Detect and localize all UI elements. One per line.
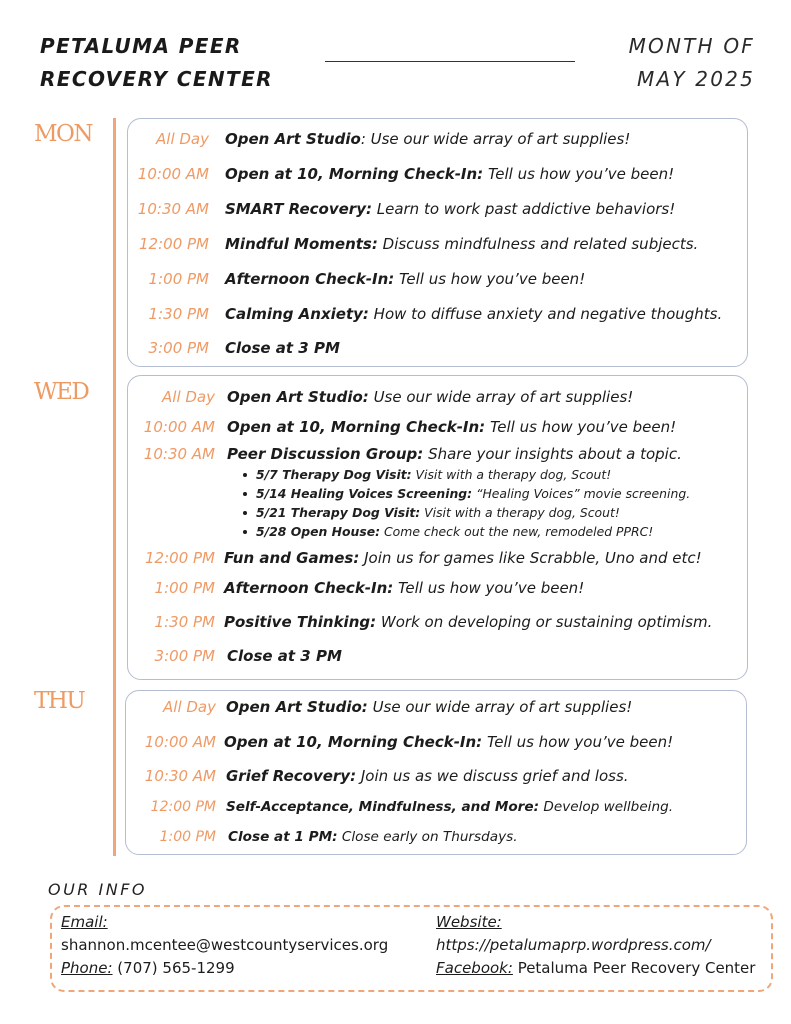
month-line2: MAY 2025: [636, 67, 755, 91]
email-label: Email:: [61, 913, 108, 931]
schedule-box-mon: [127, 118, 748, 367]
event-time: 1:00 PM: [159, 829, 216, 845]
event-time: 10:00 AM: [143, 418, 215, 436]
event-text: [227, 387, 633, 407]
info-box: [50, 905, 773, 992]
list-item: [241, 503, 690, 522]
facebook-label: Facebook:: [436, 959, 513, 977]
event-text: [225, 234, 698, 254]
website-line: [436, 912, 502, 932]
event-time: 10:30 AM: [144, 767, 216, 785]
event-desc: How to diffuse anxiety and negative thoughts.: [368, 305, 723, 323]
event-desc: Develop wellbeing.: [539, 799, 674, 815]
event-text: [224, 732, 673, 752]
event-time: 12:00 PM: [139, 235, 209, 253]
month-label: [629, 30, 755, 96]
event-title: Open at 10, Morning Check-In:: [227, 418, 486, 436]
subitem-title: 5/14 Healing Voices Screening:: [256, 486, 473, 501]
event-time: All Day: [163, 698, 216, 716]
event-text: [225, 269, 585, 289]
event-text: [226, 766, 629, 786]
subitem-desc: Visit with a therapy dog, Scout!: [411, 467, 612, 482]
event-text: [224, 612, 712, 632]
event-text: [225, 164, 674, 184]
subitem-desc: “Healing Voices” movie screening.: [472, 486, 691, 501]
email-value[interactable]: shannon.mcentee@westcountyservices.org: [61, 936, 389, 954]
day-label-thu: THU: [34, 688, 85, 714]
event-desc: Discuss mindfulness and related subjects.: [377, 235, 699, 253]
event-title: Open Art Studio:: [226, 698, 368, 716]
event-desc: : Use our wide array of art supplies!: [360, 130, 631, 148]
event-desc: Join us for games like Scrabble, Uno and etc!: [359, 549, 702, 567]
event-title: Close at 3 PM: [225, 339, 340, 357]
org-title-line1: PETALUMA PEER: [40, 34, 242, 58]
event-text: [227, 417, 676, 437]
event-title: Grief Recovery:: [226, 767, 357, 785]
event-title: Calming Anxiety:: [225, 305, 369, 323]
schedule-box-thu: [125, 690, 747, 855]
event-text: [225, 304, 722, 324]
event-time: 10:30 AM: [137, 200, 209, 218]
event-time: All Day: [162, 388, 215, 406]
event-desc: Tell us how you’ve been!: [393, 579, 585, 597]
subitem-desc: Visit with a therapy dog, Scout!: [420, 505, 620, 520]
event-time: 1:30 PM: [154, 613, 215, 631]
event-text: [226, 697, 632, 717]
event-desc: Tell us how you’ve been!: [483, 165, 675, 183]
event-title: Afternoon Check-In:: [225, 270, 395, 288]
facebook-value[interactable]: Petaluma Peer Recovery Center: [512, 959, 756, 977]
event-text: [227, 444, 682, 464]
event-title: Close at 3 PM: [227, 647, 342, 665]
event-desc: Learn to work past addictive behaviors!: [371, 200, 676, 218]
info-title: OUR INFO: [48, 880, 147, 899]
day-label-mon: MON: [34, 121, 93, 147]
facebook-line: [436, 958, 755, 978]
schedule-box-wed: [127, 375, 748, 680]
event-time: 3:00 PM: [148, 339, 209, 357]
list-item: [241, 484, 690, 503]
event-title: Self-Acceptance, Mindfulness, and More:: [226, 799, 540, 815]
event-time: 1:00 PM: [148, 270, 209, 288]
org-title: [40, 30, 273, 96]
event-desc: Close early on Thursdays.: [337, 829, 518, 845]
event-title: Open Art Studio:: [227, 388, 369, 406]
event-desc: Tell us how you’ve been!: [394, 270, 586, 288]
event-time: 10:00 AM: [137, 165, 209, 183]
event-desc: Work on developing or sustaining optimism.: [376, 613, 713, 631]
email-line: [61, 912, 108, 932]
event-desc: Join us as we discuss grief and loss.: [356, 767, 629, 785]
event-title: Fun and Games:: [224, 549, 360, 567]
event-time: 10:00 AM: [144, 733, 216, 751]
phone-label: Phone:: [61, 959, 113, 977]
event-desc: Tell us how you’ve been!: [485, 418, 677, 436]
event-title: Afternoon Check-In:: [224, 579, 394, 597]
day-label-wed: WED: [34, 379, 89, 405]
event-time: 1:30 PM: [148, 305, 209, 323]
list-item: [241, 465, 690, 484]
subitem-title: 5/28 Open House:: [256, 524, 381, 539]
event-title: Close at 1 PM:: [228, 829, 338, 845]
event-time: 3:00 PM: [154, 647, 215, 665]
event-time: 10:30 AM: [143, 445, 215, 463]
event-time: 12:00 PM: [145, 549, 215, 567]
website-label: Website:: [436, 913, 502, 931]
event-title: Peer Discussion Group:: [227, 445, 424, 463]
event-time: All Day: [156, 130, 209, 148]
subitem-title: 5/7 Therapy Dog Visit:: [256, 467, 412, 482]
event-text: [225, 338, 340, 358]
phone-value[interactable]: (707) 565-1299: [112, 959, 235, 977]
event-desc: Use our wide array of art supplies!: [368, 388, 634, 406]
event-desc: Tell us how you’ve been!: [482, 733, 674, 751]
event-title: Positive Thinking:: [224, 613, 377, 631]
event-title: Open Art Studio: [225, 130, 361, 148]
event-text: [226, 797, 673, 817]
event-text: [225, 199, 675, 219]
event-title: Open at 10, Morning Check-In:: [224, 733, 483, 751]
website-value[interactable]: https://petalumaprp.wordpress.com/: [436, 936, 711, 954]
month-line1: MONTH OF: [628, 34, 755, 58]
event-text: [224, 578, 584, 598]
event-time: 1:00 PM: [154, 579, 215, 597]
list-item: [241, 522, 690, 541]
phone-line: [61, 958, 235, 978]
subitem-title: 5/21 Therapy Dog Visit:: [256, 505, 421, 520]
event-desc: Use our wide array of art supplies!: [367, 698, 633, 716]
event-text: [225, 129, 630, 149]
event-title: Open at 10, Morning Check-In:: [225, 165, 484, 183]
timeline-line: [113, 118, 116, 856]
event-desc: Share your insights about a topic.: [423, 445, 682, 463]
org-title-line2: RECOVERY CENTER: [40, 67, 273, 91]
event-subitem-list: [241, 465, 690, 541]
subitem-desc: Come check out the new, remodeled PPRC!: [380, 524, 654, 539]
event-title: Mindful Moments:: [225, 235, 378, 253]
event-text: [228, 827, 518, 847]
event-text: [224, 548, 702, 568]
event-time: 12:00 PM: [150, 799, 216, 815]
header-divider: [325, 61, 575, 62]
event-title: SMART Recovery:: [225, 200, 372, 218]
event-text: [227, 646, 342, 666]
